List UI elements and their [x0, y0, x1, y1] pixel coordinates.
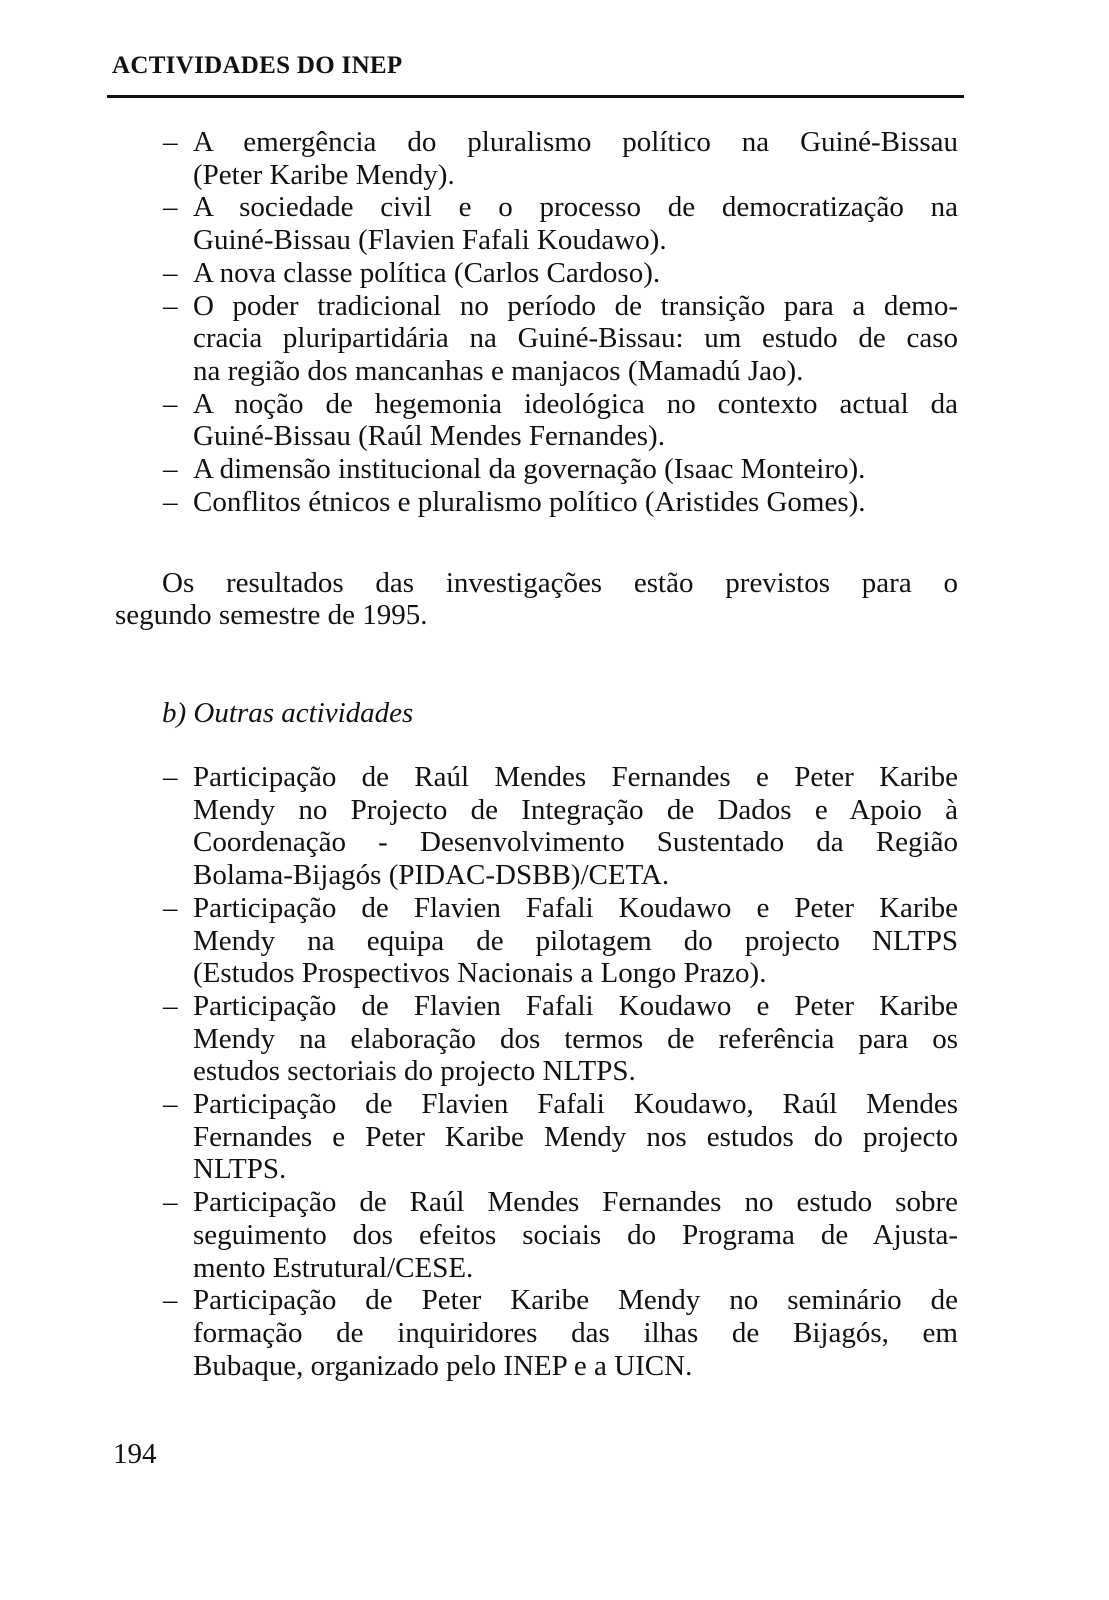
list-item-line: estudos sectoriais do projecto NLTPS. — [193, 1055, 636, 1088]
running-header: ACTIVIDADES DO INEP — [112, 52, 403, 79]
list-item-line: A dimensão institucional da governação (Isaac Monteiro). — [193, 453, 866, 485]
list-item-line: Participação de Raúl Mendes Fernandes e Peter Karibe — [193, 761, 958, 793]
list-item-line: Mendy na elaboração dos termos de referência para os — [193, 1022, 958, 1055]
list-item-line: A sociedade civil e o processo de democratização na — [193, 191, 958, 224]
list-item-line: Coordenação - Desenvolvimento Sustentado da Região — [193, 826, 958, 859]
list-dash: – — [163, 1284, 178, 1317]
list-item-line: formação de inquiridores das ilhas de Bijagós, em — [193, 1316, 958, 1349]
list-item-line: Participação de Peter Karibe Mendy no seminário de — [193, 1284, 958, 1317]
list-item-line: cracia pluripartidária na Guiné-Bissau: um estudo de caso — [193, 322, 958, 355]
list-dash: – — [163, 126, 178, 158]
list-dash: – — [163, 891, 178, 924]
list-item-line: O poder tradicional no período de transição para a demo- — [193, 289, 958, 322]
list-dash: – — [163, 453, 178, 485]
list-dash: – — [163, 989, 178, 1022]
list-item-line: A noção de hegemonia ideológica no contexto actual da — [193, 387, 958, 420]
list-item-line: (Peter Karibe Mendy). — [193, 158, 455, 191]
list-item-line: seguimento dos efeitos sociais do Programa de Ajusta- — [193, 1218, 958, 1251]
list-item-line: Fernandes e Peter Karibe Mendy nos estudos do projecto — [193, 1120, 958, 1153]
list-dash: – — [163, 485, 178, 518]
list-item-line: Guiné-Bissau (Flavien Fafali Koudawo). — [193, 224, 667, 257]
list-item-line: Mendy na equipa de pilotagem do projecto NLTPS — [193, 924, 958, 957]
list-item-line: mento Estrutural/CESE. — [193, 1251, 474, 1284]
list-item-line: Bolama-Bijagós (PIDAC-DSBB)/CETA. — [193, 859, 670, 892]
list-item-line: Conflitos étnicos e pluralismo político (Aristides Gomes). — [193, 485, 866, 518]
list-dash: – — [163, 387, 178, 420]
page-number: 194 — [113, 1438, 157, 1470]
list-dash: – — [163, 1088, 178, 1120]
list-item-line: NLTPS. — [193, 1153, 287, 1186]
paragraph-line: Os resultados das investigações estão previstos para o — [162, 567, 958, 599]
list-item-line: Participação de Flavien Fafali Koudawo e Peter Karibe — [193, 891, 958, 924]
list-item-line: Bubaque, organizado pelo INEP e a UICN. — [193, 1349, 693, 1382]
list-item-line: A emergência do pluralismo político na Guiné-Bissau — [193, 126, 958, 158]
list-dash: – — [163, 191, 178, 224]
list-item-line: Participação de Raúl Mendes Fernandes no estudo sobre — [193, 1186, 958, 1219]
list-item-line: Participação de Flavien Fafali Koudawo e Peter Karibe — [193, 989, 958, 1022]
header-rule — [107, 95, 964, 98]
list-item-line: A nova classe política (Carlos Cardoso). — [193, 256, 661, 289]
list-item-line: na região dos mancanhas e manjacos (Mamadú Jao). — [193, 354, 804, 387]
list-item-line: (Estudos Prospectivos Nacionais a Longo Prazo). — [193, 957, 767, 990]
list-item-line: Guiné-Bissau (Raúl Mendes Fernandes). — [193, 420, 665, 453]
list-dash: – — [163, 256, 178, 289]
section-heading: b) Outras actividades — [162, 697, 414, 729]
paragraph-line: segundo semestre de 1995. — [115, 599, 428, 631]
list-dash: – — [163, 289, 178, 322]
list-dash: – — [163, 761, 178, 793]
list-item-line: Mendy no Projecto de Integração de Dados e Apoio à — [193, 793, 958, 826]
list-dash: – — [163, 1186, 178, 1219]
list-item-line: Participação de Flavien Fafali Koudawo, Raúl Mendes — [193, 1088, 958, 1120]
